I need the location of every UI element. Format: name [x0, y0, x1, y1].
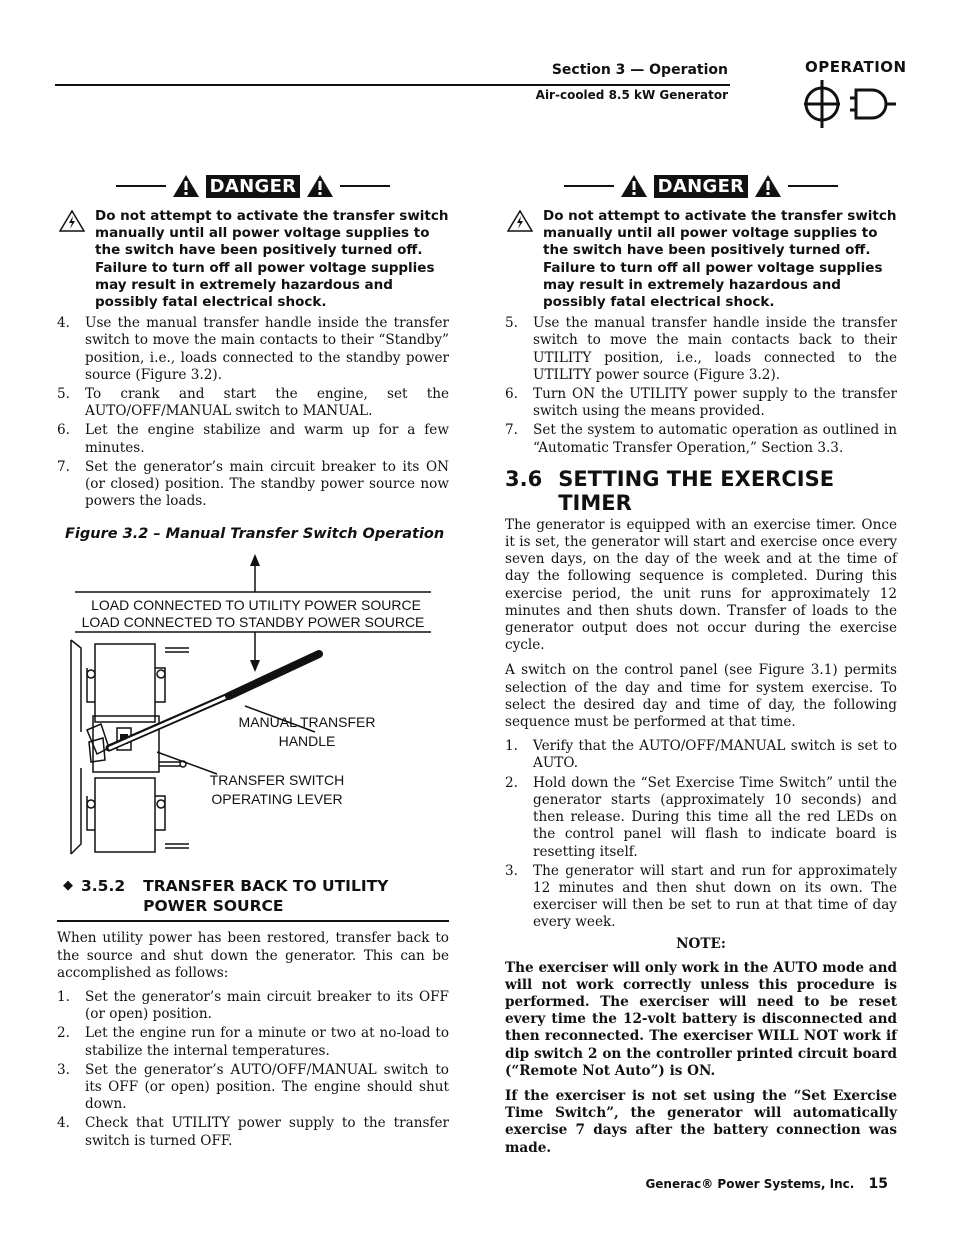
subsection-intro: When utility power has been restored, transfer back to the source and shut down the generator. This can be accomplished as follows:: [57, 930, 449, 981]
operation-badge-label: OPERATION: [805, 58, 907, 76]
page-footer: [645, 1176, 888, 1192]
list-item: 1. Verify that the AUTO/OFF/MANUAL switch is set to AUTO.: [505, 738, 897, 772]
plug-icon: [800, 80, 900, 132]
list-item: 7. Set the system to automatic operation as outlined in “Automatic Transfer Operation,” Section 3.3.: [505, 422, 897, 456]
list-item: 5. To crank and start the engine, set the AUTO/OFF/MANUAL switch to MANUAL.: [57, 386, 449, 420]
list-item: 1. Set the generator’s main circuit breaker to its OFF (or open) position.: [57, 989, 449, 1023]
diamond-bullet-icon: ◆: [63, 878, 73, 894]
label-handle-line2: HANDLE: [278, 733, 336, 750]
list-item: 5. Use the manual transfer handle inside the transfer switch to move the main contacts back to their UTILITY position, i.e., loads connected to the UTILITY power source (Figure 3.2).: [505, 315, 897, 383]
header-rule: [55, 84, 730, 86]
label-utility: LOAD CONNECTED TO UTILITY POWER SOURCE: [91, 597, 421, 614]
list-item: 3. The generator will start and run for approximately 12 minutes and then shut down on its own. The exerciser will then be set to run at that time of day every week.: [505, 862, 897, 931]
section-heading: 3.6 SETTING THE EXERCISE TIMER: [505, 466, 835, 515]
procedure-steps: [505, 315, 897, 457]
exercise-para-1: The generator is equipped with an exercise timer. Once it is set, the generator will start and exercise once every seven days, on the day of the week and at the time of day the following sequence is completed. During this exercise period, the unit runs for approximately 12 minutes and then shuts down. Transfer of loads to the generator output does not occur during the exercise cycle.: [505, 516, 897, 654]
page-number: 15: [868, 1176, 888, 1192]
list-item: 6. Turn ON the UTILITY power supply to the transfer switch using the means provided.: [505, 386, 897, 420]
label-standby: LOAD CONNECTED TO STANDBY POWER SOURCE: [81, 614, 425, 631]
header-section: Section 3 — Operation: [551, 62, 728, 78]
warning-triangle-icon: [172, 174, 200, 198]
danger-text: Do not attempt to activate the transfer switch manually until all power voltage supplies to the switch have been positively turned off. Failure to turn off all power voltage supplies may result in extremely hazardous and possibly fatal electrical shock.: [95, 208, 449, 311]
procedure-steps: [57, 315, 449, 510]
danger-banner: [57, 170, 449, 202]
list-item: 6. Let the engine stabilize and warm up for a few minutes.: [57, 422, 449, 456]
note-label: NOTE:: [676, 935, 726, 952]
list-item: 4. Check that UTILITY power supply to the transfer switch is turned OFF.: [57, 1115, 449, 1149]
left-column: [57, 170, 449, 1152]
list-item: 7. Set the generator’s main circuit breaker to its ON (or closed) position. The standby power source now powers the loads.: [57, 458, 449, 510]
warning-triangle-icon: [754, 174, 782, 198]
list-item: 4. Use the manual transfer handle inside the transfer switch to move the main contacts to their “Standby” position, i.e., loads connected to the standby power source (Figure 3.2).: [57, 315, 449, 383]
electrical-hazard-icon: [505, 208, 535, 311]
list-item: 2. Let the engine run for a minute or two at no-load to stabilize the internal temperatures.: [57, 1025, 449, 1059]
label-handle-line1: MANUAL TRANSFER: [238, 714, 376, 731]
label-lever-line2: OPERATING LEVER: [211, 791, 343, 808]
transfer-back-steps: [57, 989, 449, 1150]
note-text-1: The exerciser will only work in the AUTO mode and will not work correctly unless this procedure is performed. The exerciser will need to be reset every time the 12-volt battery is disconnected and then reconnected. The exerciser WILL NOT work if dip switch 2 on the controller printed circuit board (“Remote Not Auto”) is ON.: [505, 959, 897, 1079]
transfer-switch-figure: [57, 552, 449, 862]
exercise-steps: [505, 738, 897, 931]
subsection-heading: ◆ 3.5.2 TRANSFER BACK TO UTILITY POWER SOURCE: [57, 876, 449, 922]
warning-triangle-icon: [620, 174, 648, 198]
danger-banner: [505, 170, 897, 202]
exercise-para-2: A switch on the control panel (see Figure 3.1) permits selection of the day and time for system exercise. To select the desired day and time of day, the following sequence must be performed at that time.: [505, 662, 897, 731]
danger-warning: [505, 208, 897, 311]
note-text-2: If the exerciser is not set using the “Set Exercise Time Switch”, the generator will automatically exercise 7 days after the battery connection was made.: [505, 1087, 897, 1156]
right-column: [505, 170, 897, 1164]
warning-triangle-icon: [306, 174, 334, 198]
danger-label: DANGER: [654, 175, 749, 198]
danger-text: Do not attempt to activate the transfer switch manually until all power voltage supplies to the switch have been positively turned off. Failure to turn off all power voltage supplies may result in extremely hazardous and possibly fatal electrical shock.: [543, 208, 897, 311]
list-item: 3. Set the generator’s AUTO/OFF/MANUAL switch to its OFF (or open) position. The engine should shut down.: [57, 1061, 449, 1113]
figure-caption: Figure 3.2 – Manual Transfer Switch Operation: [65, 526, 445, 543]
footer-company: Generac® Power Systems, Inc.: [645, 1177, 855, 1191]
danger-label: DANGER: [206, 175, 301, 198]
electrical-hazard-icon: [57, 208, 87, 311]
list-item: 2. Hold down the “Set Exercise Time Switch” until the generator starts (approximately 10 seconds) and then release. During this time all the red LEDs on the control panel will flash to indicate board is resetting itself.: [505, 774, 897, 860]
header-subtitle: Air-cooled 8.5 kW Generator: [535, 88, 728, 102]
danger-warning: [57, 208, 449, 311]
label-lever-line1: TRANSFER SWITCH: [209, 772, 345, 789]
